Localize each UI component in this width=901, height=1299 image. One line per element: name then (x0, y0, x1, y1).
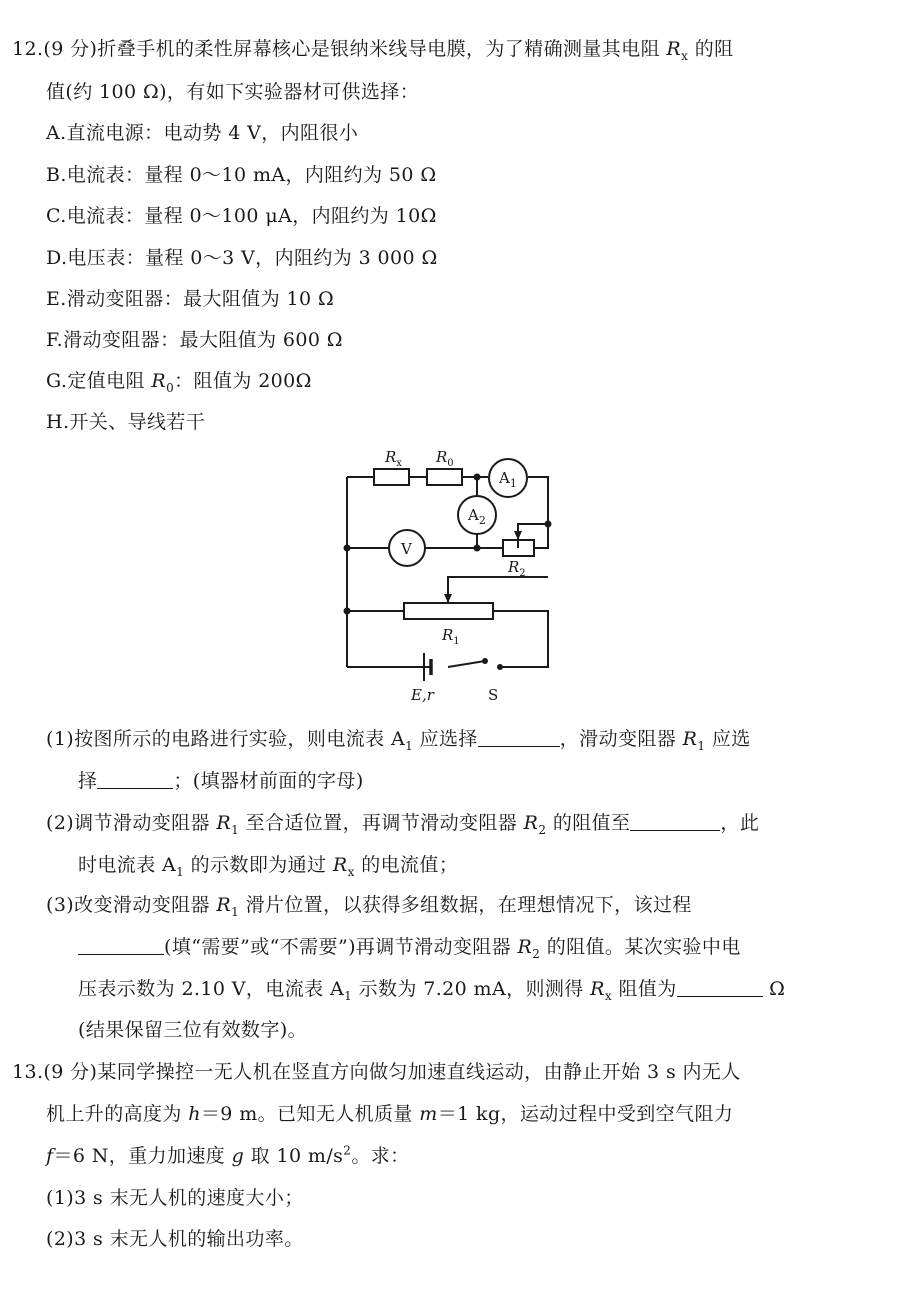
q12-part1-line2: 择 ；(填器材前面的字母) (78, 770, 364, 792)
q12-part1-line1: (1)按图所示的电路进行实验，则电流表 $A_1$ 应选择 ，滑动变阻器 $R_1$ 应选 (46, 728, 751, 753)
q13-stem-line3: f＝6 N，重力加速度 g 取 10 $m/s^2$。求： (46, 1143, 410, 1167)
answer-blank-r1[interactable] (97, 770, 173, 789)
answer-blank-r2-value[interactable] (630, 812, 720, 831)
resistor-rx (374, 469, 409, 485)
label-a1: $A_1$ (499, 469, 517, 490)
label-r2: $R_2$ (508, 558, 526, 579)
label-r0: $R_0$ (436, 448, 454, 469)
q13-stem-line2: 机上升的高度为 h＝9 m。已知无人机质量 m＝1 kg，运动过程中受到空气阻力 (46, 1103, 734, 1125)
label-battery: E,r (411, 686, 434, 704)
label-switch: S (488, 686, 499, 704)
junction-dot (474, 545, 481, 552)
q12-part3-line2: (填“需要”或“不需要”)再调节滑动变阻器 $R_2$ 的阻值。某次实验中电 (78, 932, 741, 961)
option-b: B.电流表：量程 0～10 mA，内阻约为 50 Ω (46, 164, 437, 186)
answer-blank-rx-value[interactable] (677, 978, 763, 997)
option-f: F.滑动变阻器：最大阻值为 600 Ω (46, 329, 343, 351)
junction-dot (474, 474, 481, 481)
q13-part2: (2)3 s 末无人机的输出功率。 (46, 1228, 304, 1250)
junction-dot (344, 608, 351, 615)
q12-part3-line3: 压表示数为 2.10 V，电流表 $A_1$ 示数为 7.20 mA，则测得 $R_x$ 阻值为 Ω (78, 978, 786, 1003)
junction-dot (344, 545, 351, 552)
label-r1: $R_1$ (442, 626, 460, 647)
junction-dot (545, 521, 552, 528)
label-a2: $A_2$ (468, 506, 486, 527)
answer-blank-a1[interactable] (478, 728, 560, 747)
option-a: A.直流电源：电动势 4 V，内阻很小 (46, 122, 359, 144)
q12-part3-line1: (3)改变滑动变阻器 $R_1$ 滑片位置，以获得多组数据，在理想情况下，该过程 (46, 894, 692, 919)
r1-slider-arrow (444, 594, 452, 603)
q12-stem-line2: 值(约 100 Ω)，有如下实验器材可供选择： (46, 81, 420, 103)
label-rx: $R_x$ (385, 448, 402, 469)
option-h: H.开关、导线若干 (46, 411, 206, 433)
option-c: C.电流表：量程 0～100 μA，内阻约为 10Ω (46, 205, 437, 227)
q13-part1: (1)3 s 末无人机的速度大小； (46, 1187, 304, 1209)
switch-contact-dot (497, 664, 503, 670)
r1-slider-wire (448, 577, 548, 603)
r2-slider-arrow (514, 531, 522, 540)
q12-part2-line1: (2)调节滑动变阻器 $R_1$ 至合适位置，再调节滑动变阻器 $R_2$ 的阻值至 ，此 (46, 812, 760, 837)
option-g: G.定值电阻 $R_0$：阻值为 200Ω (46, 370, 312, 395)
q13-stem-line1: 13.(9 分)某同学操控一无人机在竖直方向做匀加速直线运动，由静止开始 3 s 内无人 (12, 1061, 741, 1083)
option-d: D.电压表：量程 0～3 V，内阻约为 3 000 Ω (46, 247, 438, 269)
answer-blank-need[interactable] (78, 936, 164, 955)
q12-stem-line1: 12.(9 分)折叠手机的柔性屏幕核心是银纳米线导电膜，为了精确测量其电阻 $R_x$ 的阻 (12, 38, 734, 63)
q12-part2-line2: 时电流表 $A_1$ 的示数即为通过 $R_x$ 的电流值； (78, 854, 459, 879)
option-e: E.滑动变阻器：最大阻值为 10 Ω (46, 288, 335, 310)
resistor-r1 (404, 603, 493, 619)
resistor-r0 (427, 469, 462, 485)
switch-contact-dot (482, 658, 488, 664)
q12-part3-line4: (结果保留三位有效数字)。 (78, 1019, 308, 1041)
label-v: V (401, 540, 412, 558)
